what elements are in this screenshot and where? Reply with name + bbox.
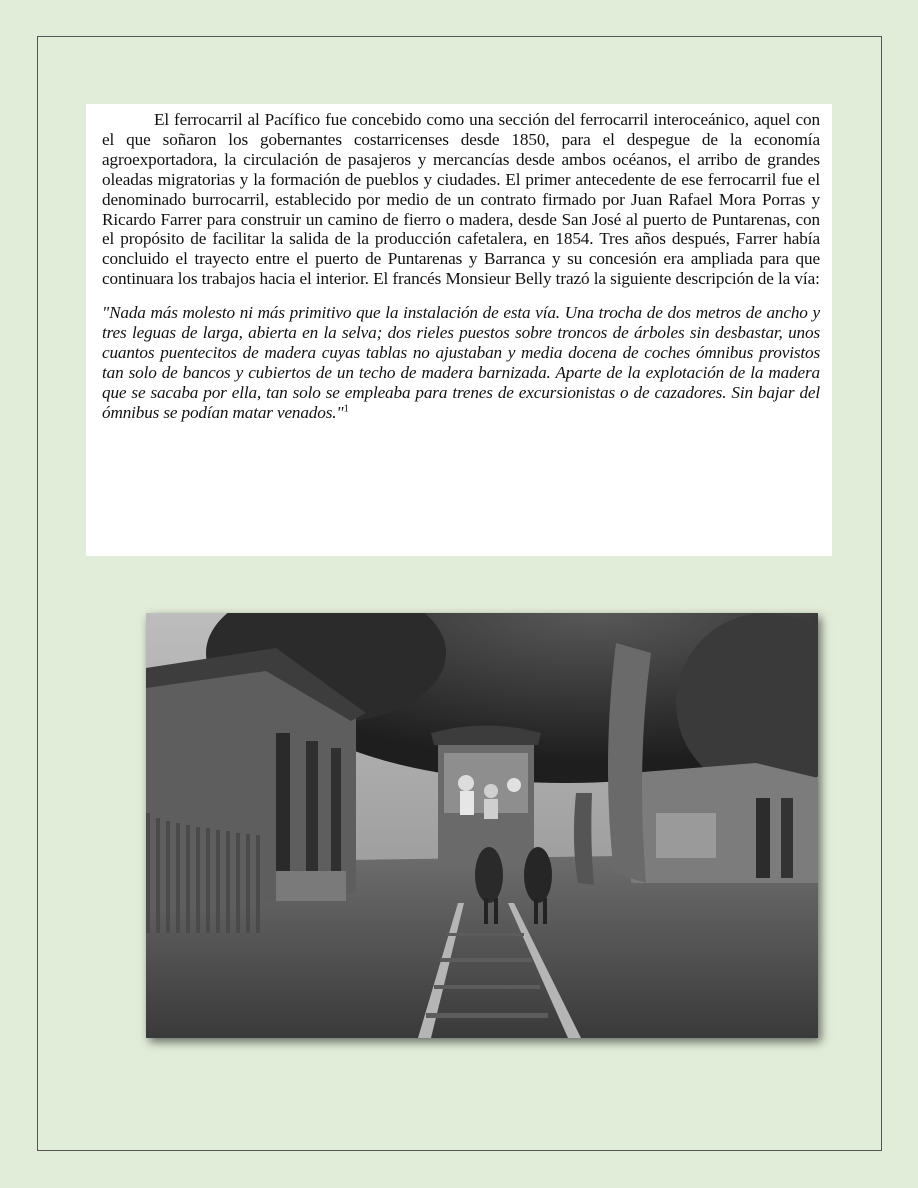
quote-paragraph <box>102 303 820 422</box>
mule-right <box>524 847 552 903</box>
mule-left-leg-2 <box>494 898 498 924</box>
passenger-3 <box>507 778 521 792</box>
mule-left-leg <box>484 898 488 924</box>
mule-left <box>475 847 503 903</box>
footnote-marker: 1 <box>343 401 349 414</box>
body-paragraph: El ferrocarril al Pacífico fue concebido como una sección del ferrocarril interoceánico, aquel con el que soñaron los gobernantes costarricenses desde 1850, para el despegue de la economía agroexportadora, la circulación de pasajeros y mercancías desde ambos océanos, el arribo de grandes oleadas migratorias y la formación de pueblos y ciudades. El primer antecedente de ese ferrocarril fue el denominado burrocarril, establecido por medio de un contrato firmado por Juan Rafael Mora Porras y Ricardo Farrer para construir un camino de fierro o madera, desde San José al puerto de Puntarenas, con el propósito de facilitar la salida de la producción cafetalera, en 1854. Tres años después, Farrer había concluido el trayecto entre el puerto de Puntarenas y Barranca y su concesión era ampliada para que continuara los trabajos hacia el interior. El francés Monsieur Belly trazó la siguiente descripción de la vía: <box>102 110 820 289</box>
left-steps <box>276 871 346 901</box>
right-door <box>756 798 770 878</box>
left-door <box>276 733 290 883</box>
right-door-2 <box>781 798 793 878</box>
passenger-2-body <box>484 799 498 819</box>
quote-text: "Nada más molesto ni más primitivo que la instalación de esta vía. Una trocha de dos metros de ancho y tres leguas de larga, abierta en la selva; dos rieles puestos sobre troncos de árboles sin desbastar, unos cuantos puentecitos de madera cuyas tablas no ajustaban y media docena de coches ómnibus provistos tan solo de bancos y cubiertos de un techo de madera barnizada. Aparte de la explotación de la madera que se sacaba por ella, tan solo se empleaba para trenes de excursionistas o de cazadores. Sin bajar del ómnibus se podían matar venados." <box>102 303 820 422</box>
right-fence <box>656 813 716 858</box>
text-block <box>86 104 832 556</box>
mule-right-leg-2 <box>543 898 547 924</box>
passenger-1-body <box>460 791 474 815</box>
left-door-2 <box>306 741 318 881</box>
passenger-1 <box>458 775 474 791</box>
left-door-3 <box>331 748 341 878</box>
mule-right-leg <box>534 898 538 924</box>
tree-trunk-small <box>574 793 594 885</box>
historical-photo <box>146 613 818 1038</box>
photo-illustration <box>146 613 818 1038</box>
passenger-2 <box>484 784 498 798</box>
